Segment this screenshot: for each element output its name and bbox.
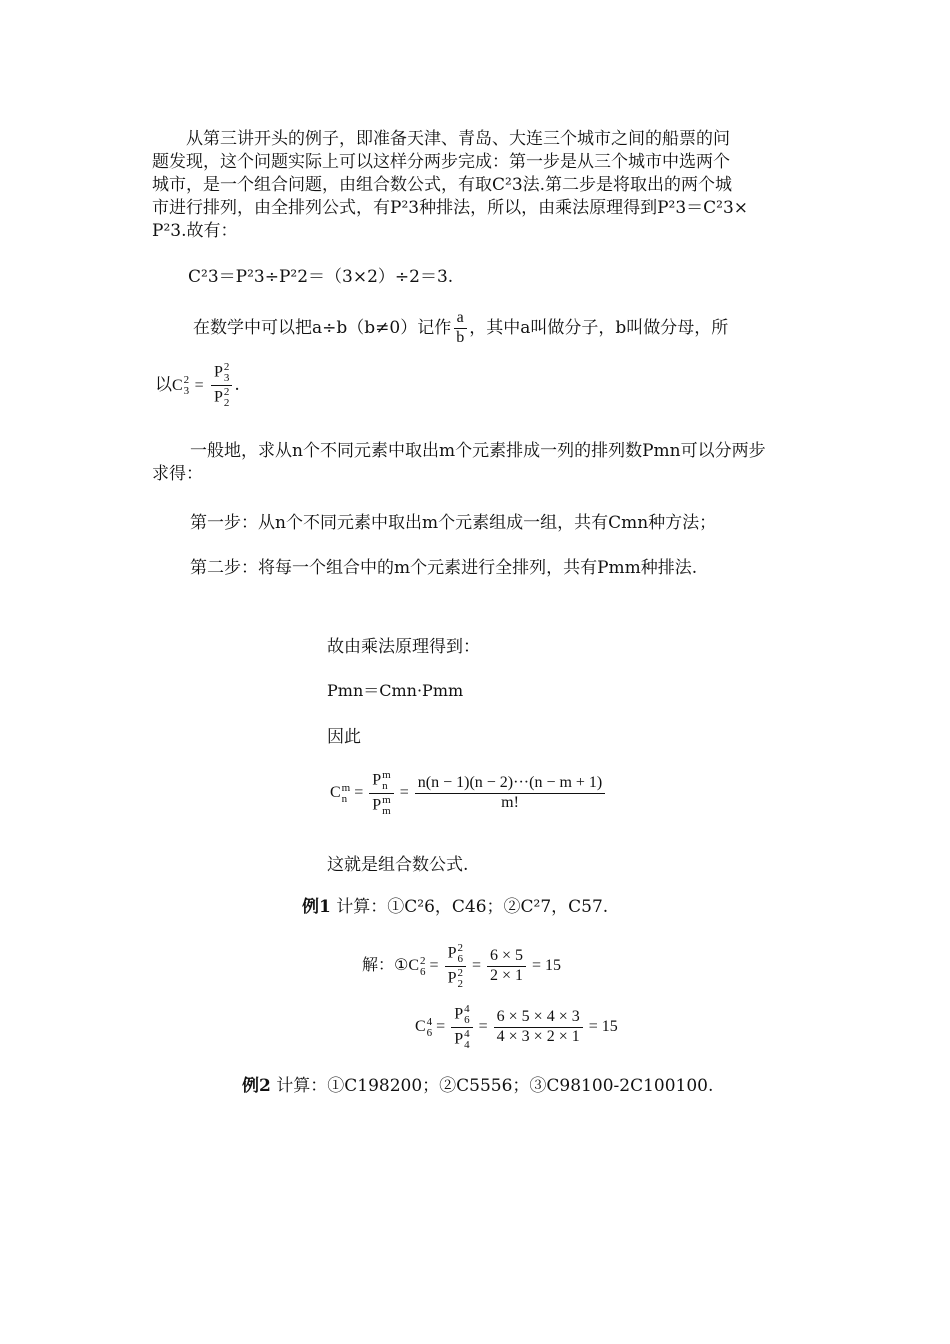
product-numerator: n(n − 1)(n − 2)···(n − m + 1)	[415, 775, 606, 794]
product-over-factorial	[415, 775, 606, 812]
derive-line-2: Pmn＝Cmn·Pmm	[327, 681, 464, 700]
example-1-label: 例1	[302, 897, 331, 917]
fraction-definition-text: 在数学中可以把a÷b（b≠0）记作	[193, 317, 452, 338]
factorial-denominator: m!	[501, 794, 519, 811]
example-1	[302, 892, 608, 917]
equation-c23: C²3＝P²3÷P²2＝（3×2）÷2＝3.	[188, 267, 454, 287]
solution-row-2: C 4 6 = P 4 6 P 4 4 = $\frac{6 \times 5 \times 4 \times 3}{4 \times 3 \times 2 \times 1}$ = 15	[415, 1003, 618, 1051]
solution-prefix: 解：①	[362, 955, 409, 975]
intro-line-5: P²3.故有：	[152, 221, 238, 241]
solution-row-1: 解：①C 2 6 = P 2 6 P 2 2 = $\frac{6 \times 5}{2 \times 1}$ = 15	[362, 942, 562, 990]
intro-line-2: 题发现，这个问题实际上可以这样分两步完成：第一步是从三个城市中选两个	[152, 152, 730, 172]
equals-sign-1: =	[354, 784, 364, 802]
intro-line-3: 城市，是一个组合问题，由组合数公式，有取C²3法.第二步是将取出的两个城	[152, 175, 733, 195]
general-line-2: 求得：	[152, 464, 203, 484]
pmn-over-pmm: P m n P m m	[369, 770, 393, 817]
fraction-a-over-b	[453, 310, 467, 347]
example-2-label: 例2	[242, 1076, 271, 1096]
c23-fraction-line	[155, 362, 240, 409]
p32: P 2 3	[211, 362, 232, 386]
derive-line-3: 因此	[327, 727, 361, 747]
row1-result: = 15	[532, 957, 562, 975]
row2-result: = 15	[588, 1018, 618, 1036]
p32-over-p22	[211, 362, 232, 409]
equals-sign-2: =	[399, 784, 409, 802]
p22: P 2 2	[214, 386, 230, 409]
fraction-numerator: a	[454, 310, 467, 329]
example-1-text: 计算：①C²6，C46；②C²7，C57.	[330, 897, 609, 917]
step-two: 第二步：将每一个组合中的m个元素进行全排列，共有Pmm种排法.	[190, 558, 698, 578]
c26-symbol: C 2 6	[408, 954, 426, 978]
cmn-symbol: C m n	[330, 781, 351, 805]
period: .	[234, 375, 240, 395]
general-line-1: 一般地，求从n个不同元素中取出m个元素排成一列的排列数Pmn可以分两步	[190, 441, 766, 461]
intro-paragraph	[152, 128, 817, 243]
combination-formula	[330, 770, 607, 817]
intro-line-4: 市进行排列，由全排列公式，有P²3种排法，所以，由乘法原理得到P²3＝C²3×	[152, 198, 749, 218]
fraction-denominator: b	[456, 328, 465, 346]
derive-line-1: 故由乘法原理得到：	[327, 637, 480, 657]
row2-numeric-fraction: $\frac{6 \times 5 \times 4 \times 3}{4 \times 3 \times 2 \times 1}$	[494, 1009, 583, 1046]
step-one: 第一步：从n个不同元素中取出m个元素组成一组，共有Cmn种方法；	[190, 513, 717, 533]
p62-over-p22: P 2 6 P 2 2	[445, 943, 466, 990]
c23-prefix: 以	[155, 375, 172, 395]
example-2-text: 计算：①C198200；②C5556；③C98100-2C100100.	[270, 1076, 714, 1096]
intro-line-1: 从第三讲开头的例子，即准备天津、青岛、大连三个城市之间的船票的问	[186, 129, 730, 149]
general-paragraph	[152, 440, 817, 486]
equals-sign: =	[194, 377, 204, 394]
derive-line-4: 这就是组合数公式.	[327, 855, 469, 875]
c23-symbol: C 2 3	[172, 374, 190, 398]
fraction-definition-text-2: ，其中a叫做分子，b叫做分母，所	[469, 317, 729, 338]
row1-numeric-fraction: $\frac{6 \times 5}{2 \times 1}$	[487, 948, 526, 985]
fraction-definition-line	[193, 310, 728, 347]
c46-symbol: C 4 6	[415, 1015, 433, 1039]
p64-over-p44: P 4 6 P 4 4	[451, 1004, 472, 1051]
example-2	[242, 1071, 713, 1096]
